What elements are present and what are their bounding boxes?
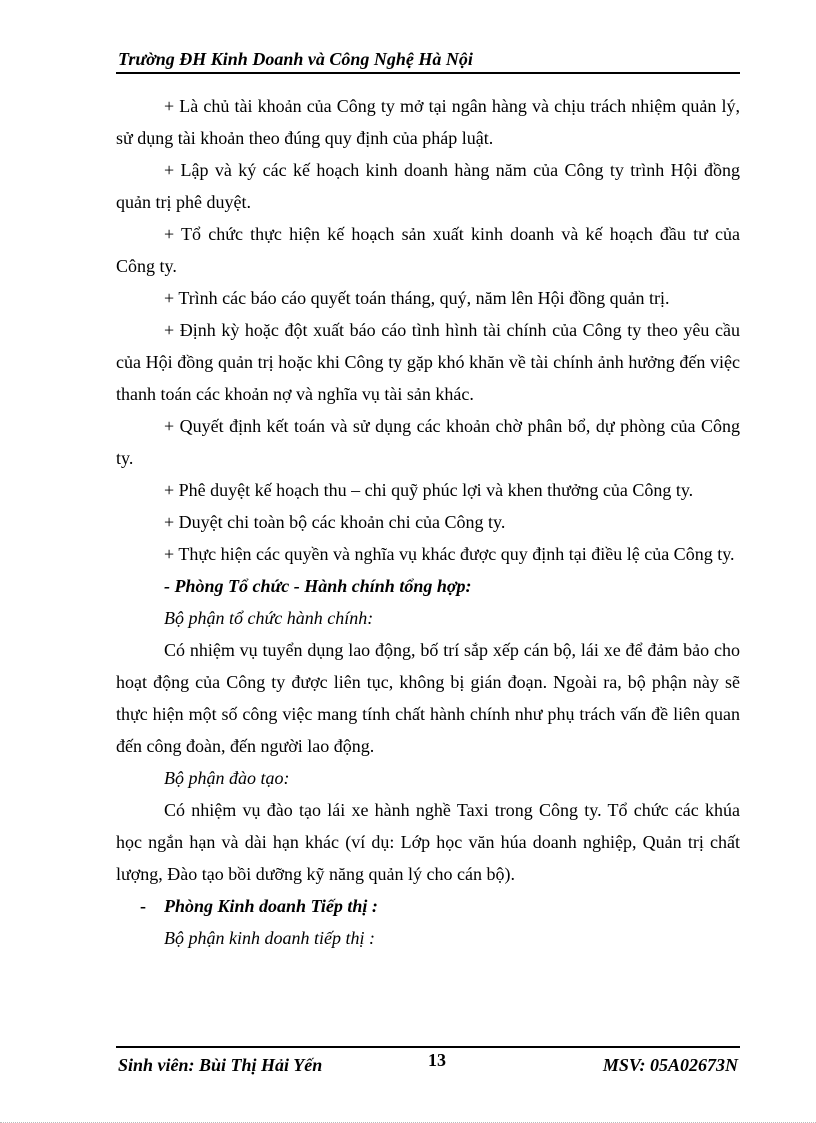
list-dash: - [140, 896, 146, 916]
section-heading: - Phòng Tổ chức - Hành chính tổng hợp: [164, 576, 472, 596]
paragraph: + Tổ chức thực hiện kế hoạch sản xuất kinh doanh và kế hoạch đầu tư của Công ty. [116, 224, 740, 276]
paragraph: + Là chủ tài khoản của Công ty mở tại ngân hàng và chịu trách nhiệm quản lý, sử dụng tài khoản theo đúng quy định của pháp luật. [116, 96, 740, 148]
paragraph: + Duyệt chi toàn bộ các khoản chi của Công ty. [164, 512, 506, 532]
student-id: MSV: 05A02673N [602, 1055, 738, 1075]
subsection-label: Bộ phận kinh doanh tiếp thị : [164, 928, 375, 948]
subsection-label: Bộ phận tổ chức hành chính: [164, 608, 374, 628]
paragraph: Có nhiệm vụ đào tạo lái xe hành nghề Taxi trong Công ty. Tổ chức các khúa học ngắn hạn và dài hạn khác (ví dụ: Lớp học văn húa doanh nghiệp, Quản trị chất lượng, Đào tạo bồi dưỡng kỹ năng quản lý cho cán bộ). [116, 800, 740, 884]
student-name: Sinh viên: Bùi Thị Hải Yến [118, 1055, 323, 1075]
paragraph: + Phê duyệt kế hoạch thu – chi quỹ phúc lợi và khen thưởng của Công ty. [164, 480, 694, 500]
page-header [116, 48, 740, 74]
paragraph: + Định kỳ hoặc đột xuất báo cáo tình hình tài chính của Công ty theo yêu cầu của Hội đồng quản trị hoặc khi Công ty gặp khó khăn về tài chính ảnh hưởng đến việc thanh toán các khoản nợ và nghĩa vụ tài sản khác. [116, 320, 740, 404]
paragraph: + Thực hiện các quyền và nghĩa vụ khác được quy định tại điều lệ của Công ty. [164, 544, 735, 564]
subsection-label: Bộ phận đào tạo: [164, 768, 290, 788]
section-heading-text: Phòng Kinh doanh Tiếp thị : [164, 896, 378, 916]
paragraph: + Lập và ký các kế hoạch kinh doanh hàng năm của Công ty trình Hội đồng quản trị phê duyệt. [116, 160, 740, 212]
section-heading [116, 890, 740, 922]
paragraph: + Trình các báo cáo quyết toán tháng, quý, năm lên Hội đồng quản trị. [164, 288, 670, 308]
page-footer [116, 1046, 740, 1078]
paragraph: + Quyết định kết toán và sử dụng các khoản chờ phân bổ, dự phòng của Công ty. [116, 416, 740, 468]
document-body [116, 90, 740, 954]
school-name: Trường ĐH Kinh Doanh và Công Nghệ Hà Nội [118, 49, 473, 69]
page-number: 13 [428, 1050, 446, 1070]
paragraph: Có nhiệm vụ tuyển dụng lao động, bố trí sắp xếp cán bộ, lái xe để đảm bảo cho hoạt động của Công ty được liên tục, không bị gián đoạn. Ngoài ra, bộ phận này sẽ thực hiện một số công việc mang tính chất hành chính như phụ trách vấn đề liên quan đến công đoàn, đến người lao động. [116, 640, 740, 756]
